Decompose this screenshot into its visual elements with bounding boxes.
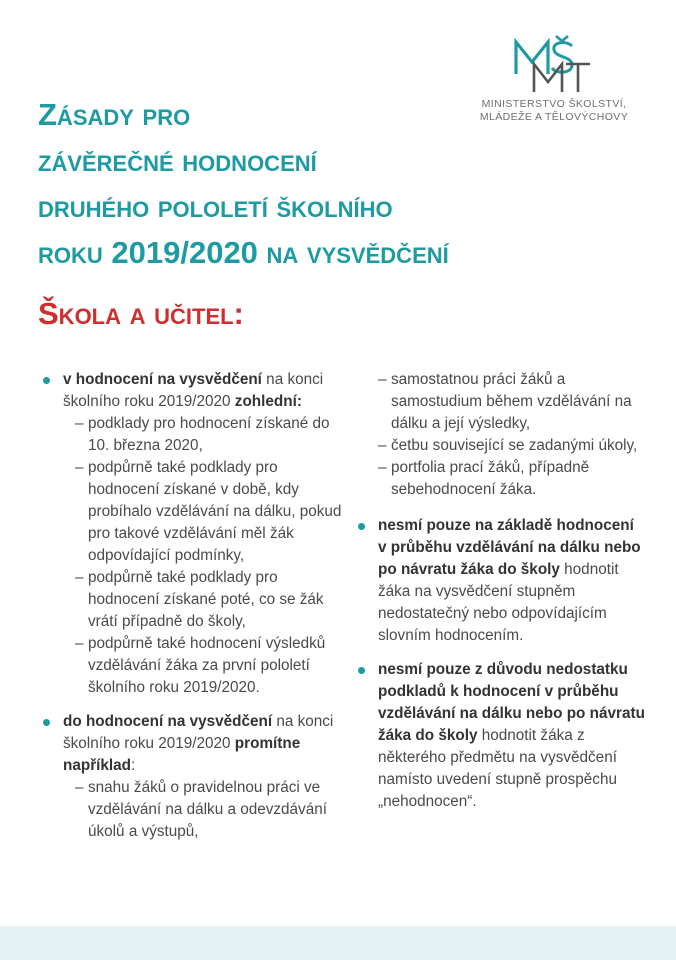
bullet-lead-bold: v hodnocení na vysvědčení	[63, 371, 262, 388]
continued-sub-list	[366, 369, 645, 501]
sub-list	[63, 777, 345, 843]
bullet-dot-icon	[43, 719, 50, 726]
page-title	[38, 92, 638, 276]
bullet-lead-text: na konci školního roku 2019/2020	[63, 371, 324, 410]
bullet-bold: nesmí pouze z důvodu nedostatku podkladů k hodnocení v průběhu vzdělávání na dálku nebo po návratu žáka do školy	[378, 661, 645, 744]
title-line-1: Zásady pro	[38, 97, 191, 132]
sub-item: – podpůrně také podklady pro hodnocení získané v době, kdy probíhalo vzdělávání na dálku, pokud pro takové vzdělávání měl žák odpovídající podmínky,	[75, 457, 345, 567]
bullet-dot-icon	[358, 523, 365, 530]
title-line-2: závěrečné hodnocení	[38, 143, 317, 178]
title-line-3: druhého pololetí školního	[38, 189, 393, 224]
bullet-dot-icon	[43, 377, 50, 384]
bullet-text: hodnotit žáka z některého předmětu na vysvědčení namísto uvedení stupně prospěchu „nehodnocen“.	[378, 727, 617, 810]
bullet-text: hodnotit žáka na vysvědčení stupněm nedostatečný nebo odpovídajícím slovním hodnocením.	[378, 561, 619, 644]
bullet-lead-text: na konci školního roku 2019/2020	[63, 713, 334, 752]
sub-item: – samostatnou práci žáků a samostudium během vzdělávání na dálku a její výsledky,	[378, 369, 645, 435]
sub-item: – četbu související se zadanými úkoly,	[378, 435, 645, 457]
msmt-logo-mark	[510, 34, 602, 94]
bullet-lead-bold: promítne například	[63, 735, 301, 774]
bullet-item	[40, 711, 345, 843]
bullet-item	[40, 369, 345, 699]
bullet-lead-bold: zohlední:	[234, 393, 302, 410]
sub-item: – portfolia prací žáků, případně sebehodnocení žáka.	[378, 457, 645, 501]
title-line-4: roku 2019/2020 na vysvědčení	[38, 235, 449, 270]
sub-item: – podpůrně také hodnocení výsledků vzdělávání žáka za první pololetí školního roku 2019/2020.	[75, 633, 345, 699]
bullet-item	[355, 659, 645, 813]
footer-band	[0, 926, 676, 960]
bullet-dot-icon	[358, 667, 365, 674]
bullet-lead-bold: do hodnocení na vysvědčení	[63, 713, 273, 730]
bullet-item	[355, 515, 645, 647]
logo-line-1: MINISTERSTVO ŠKOLSTVÍ,	[481, 98, 627, 110]
bullet-bold: nesmí pouze na základě hodnocení v průběhu vzdělávání na dálku nebo po návratu žáka do školy	[378, 517, 641, 578]
sub-item: – snahu žáků o pravidelnou práci ve vzdělávání na dálku a odevzdávání úkolů a výstupů,	[75, 777, 345, 843]
bullet-lead-tail: :	[131, 757, 136, 774]
sub-item: – podpůrně také podklady pro hodnocení získané poté, co se žák vrátí případně do školy,	[75, 567, 345, 633]
sub-list	[63, 413, 345, 699]
right-column	[355, 369, 645, 813]
section-subtitle: Škola a učitel:	[38, 296, 244, 331]
left-column	[40, 369, 345, 843]
logo-line-2: MLÁDEŽE A TĚLOVÝCHOVY	[479, 111, 629, 123]
sub-item: – podklady pro hodnocení získané do 10. března 2020,	[75, 413, 345, 457]
